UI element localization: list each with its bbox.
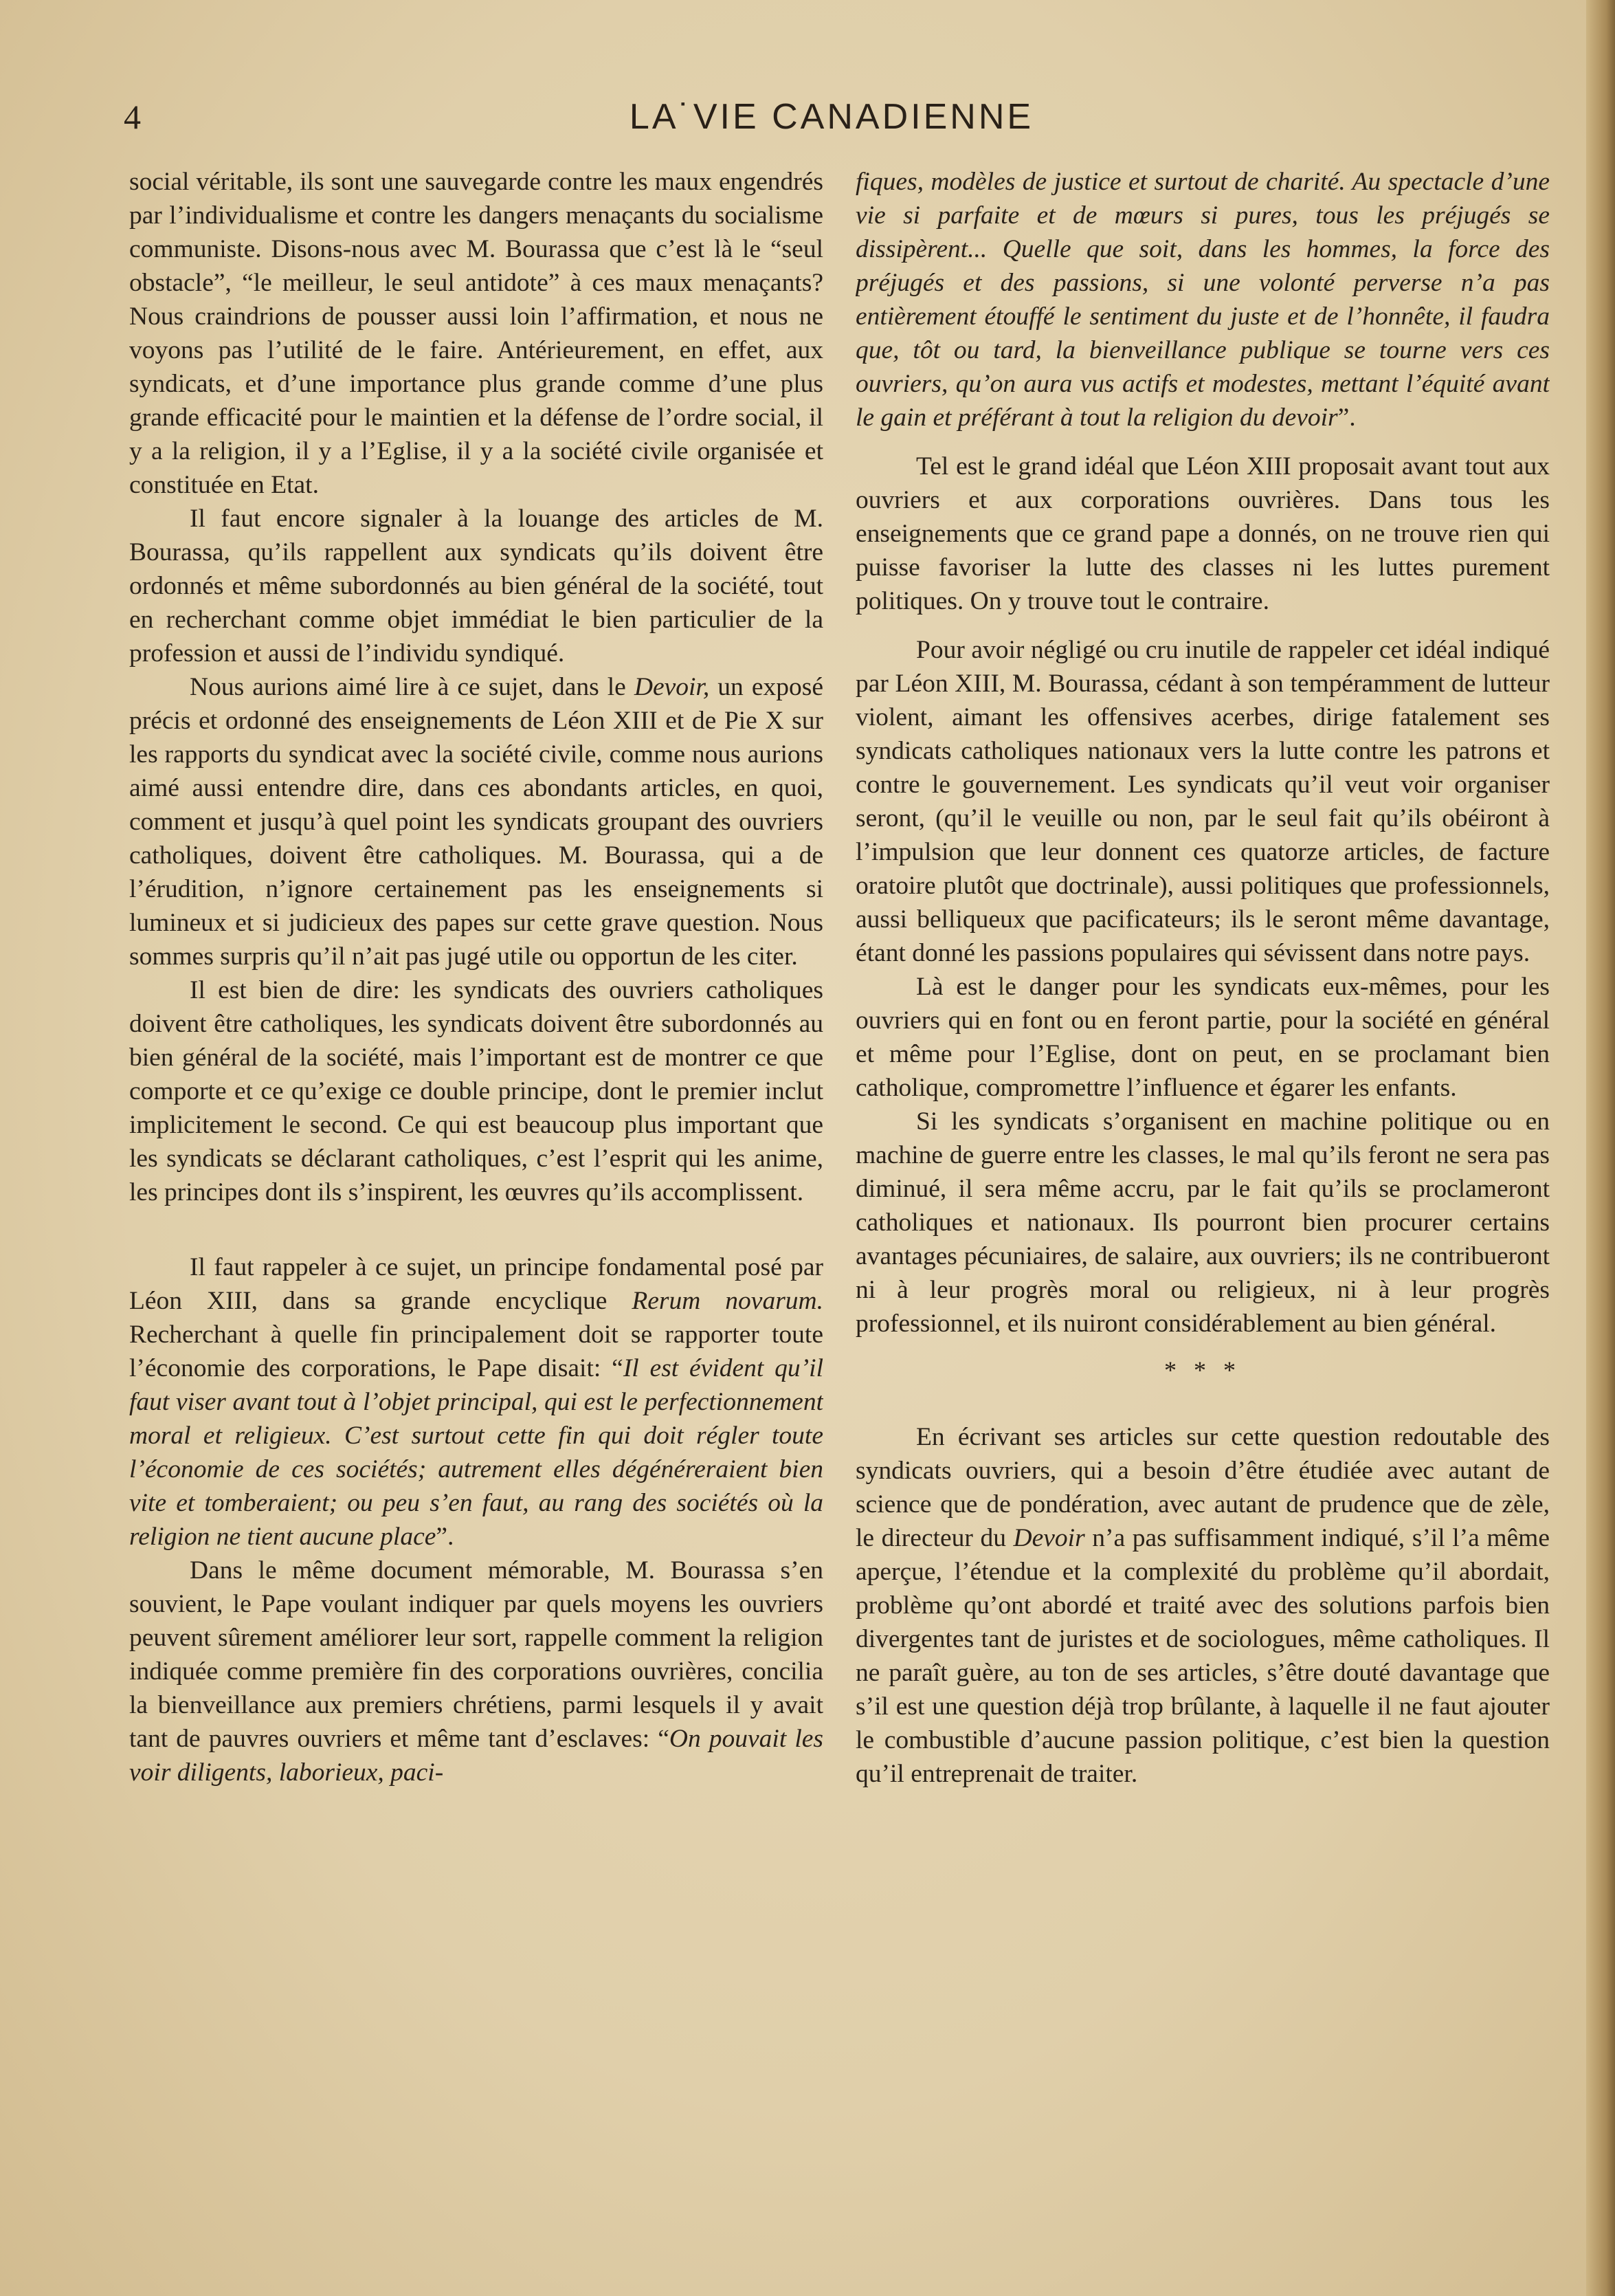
text-run: ”. xyxy=(436,1523,454,1551)
paragraph: Il est bien de dire: les syndicats des ouvriers catholiques doivent être catholiques, les syndicats doivent être subordonnés au bien général de la société, mais l’important est de montrer ce que comporte et ce qu’exige ce double principe, dont le premier inclut implicitement le second. Ce qui est beaucoup plus important que les syndicats se déclarant catholiques, c’est l’esprit qui les anime, les principes dont ils s’inspirent, les œuvres qu’ils accomplissent. xyxy=(129,976,823,1206)
text-run: Il faut rappeler à ce sujet, un principe fondamental posé par Léon XIII, dans sa grande encyclique xyxy=(129,1253,823,1315)
right-column xyxy=(856,165,1550,2227)
text-run: En écrivant ses articles sur cette question redoutable des syndicats ouvriers, qui a besoin d’être étudiée avec autant de science que de pondération, avec autant de prudence que de zèle, le directeur du xyxy=(856,1423,1550,1552)
left-column xyxy=(129,165,823,2227)
paragraph: Pour avoir négligé ou cru inutile de rappeler cet idéal indiqué par Léon XIII, M. Bourassa, cédant à son tempéramment de lutteur violent, aimant les offensives acerbes, dirige fatalement ses syndicats catholiques nationaux vers la lutte contre les patrons et contre le gouvernement. Les syndicats qu’il veut voir organiser seront, (qu’il le veuille ou non, par le seul fait qu’ils obéiront à l’impulsion que leur donnent ces quatorze articles, de facture oratoire plutôt que doctrinale), aussi politiques que professionnels, aussi belliqueux que pacificateurs; ils le seront même davantage, étant donné les passions populaires qui sévissent dans notre pays. xyxy=(856,636,1550,967)
quotation: fiques, modèles de justice et surtout de charité. Au spectacle d’une vie si parfaite et de mœurs si pures, tous les préjugés se dissipèrent... Quelle que soit, dans les hommes, la force des préjugés et des passions, si une volonté perverse n’a pas entièrement étouffé le sentiment du juste et de l’honnête, il faudra que, tôt ou tard, la bienveillance publique se tourne vers ces ouvriers, qu’on aura vus actifs et modestes, mettant l’équité avant le gain et préférant à tout la religion du devoir xyxy=(856,168,1550,432)
paragraph xyxy=(856,165,1550,434)
text-run: ”. xyxy=(1337,404,1356,432)
paragraph: Tel est le grand idéal que Léon XIII proposait avant tout aux ouvriers et aux corporations ouvrières. Dans tous les enseignements que ce grand pape a donnés, on ne trouve rien qui puisse favoriser la lutte des classes ni les luttes purement politiques. On y trouve tout le contraire. xyxy=(856,452,1550,615)
page-header xyxy=(124,89,1539,144)
running-title: LA˙VIE CANADIENNE xyxy=(629,97,1034,137)
devoir-title: Devoir, xyxy=(634,673,710,701)
text-run: n’a pas suffisamment indiqué, s’il l’a même aperçue, l’étendue et la complexité du problème qu’il abordait, problème qu’ont abordé et traité avec des solutions parfois bien divergentes tant de juristes et de sociologues, même catholiques. Il ne paraît guère, au ton de ses articles, s’être douté davantage que s’il est une question déjà trop brûlante, à laquelle il ne faut ajouter le combustible d’aucune passion politique, c’est bien la question qu’il entreprenait de traiter. xyxy=(856,1524,1550,1788)
quotation: On pouvait les voir diligents, laborieux, paci- xyxy=(129,1725,823,1787)
paragraph: Il faut encore signaler à la louange des articles de M. Bourassa, qu’ils rappellent aux syndicats qu’ils doivent être ordonnés et même subordonnés au bien général de la société, tout en recherchant comme objet immédiat le bien particulier de la profession et aussi de l’individu syndiqué. xyxy=(129,505,823,667)
encyclical-title: Rerum novarum. xyxy=(632,1287,823,1315)
paragraph xyxy=(129,1554,823,1789)
paragraph xyxy=(856,1420,1550,1791)
text-run: un exposé précis et ordonné des enseignements de Léon XIII et de Pie X sur les rapports du syndicat avec la société civile, comme nous aurions aimé aussi entendre dire, dans ces abondants articles, en quoi, comment et jusqu’à quel point les syndicats groupant des ouvriers catholiques, doivent être catholiques. M. Bourassa, qui a de l’érudition, n’ignore certainement pas les enseignements si lumineux et si judicieux des papes sur cette grave question. Nous sommes surpris qu’il n’ait pas jugé utile ou opportun de les citer. xyxy=(129,673,823,971)
quotation: Il est évident qu’il faut viser avant tout à l’objet principal, qui est le perfectionnement moral et religieux. C’est surtout cette fin qui doit régler toute l’économie de ces sociétés; autrement elles dégénéreraient bien vite et tomberaient; ou peu s’en faut, au rang des sociétés où la religion ne tient aucune place xyxy=(129,1354,823,1551)
text-run: Nous aurions aimé lire à ce sujet, dans le xyxy=(190,673,634,701)
paragraph: Si les syndicats s’organisent en machine politique ou en machine de guerre entre les classes, le mal qu’ils feront ne sera pas diminué, il sera même accru, par le fait qu’ils se proclameront catholiques et nationaux. Ils pourront bien procurer certains avantages pécuniaires, de salaire, aux ouvriers; ils ne contribueront ni à leur progrès moral ou religieux, ni à leur progrès professionnel, et ils nuiront considérablement au bien général. xyxy=(856,1107,1550,1338)
paragraph xyxy=(129,670,823,973)
paragraph: Là est le danger pour les syndicats eux-mêmes, pour les ouvriers qui en font ou en feront partie, pour la société en général et même pour l’Eglise, dont on peut, en se proclamant bien catholique, compromettre l’influence et égarer les enfants. xyxy=(856,973,1550,1102)
page-edge xyxy=(1586,0,1615,2296)
paragraph: social véritable, ils sont une sauvegarde contre les maux engendrés par l’individualisme et contre les dangers menaçants du socialisme communiste. Disons-nous avec M. Bourassa que c’est là le “seul obstacle”, “le meilleur, le seul antidote” à ces maux menaçants? Nous craindrions de pousser aussi loin l’affirmation, et nous ne voyons pas l’utilité de le faire. Antérieurement, en effet, aux syndicats, et d’une importance plus grande comme d’une plus grande efficacité pour le maintien et la défense de l’ordre social, il y a la religion, il y a l’Eglise, il y a la société civile organisée et constituée en Etat. xyxy=(129,168,823,499)
devoir-title: Devoir xyxy=(1013,1524,1085,1552)
text-run: Dans le même document mémorable, M. Bourassa s’en souvient, le Pape voulant indiquer par quels moyens les ouvriers peuvent sûrement améliorer leur sort, rappelle comment la religion indiquée comme première fin des corporations ouvrières, concilia la bienveillance aux premiers chrétiens, parmi lesquels il y avait tant de pauvres ouvriers et même tant d’esclaves: “ xyxy=(129,1556,823,1753)
paragraph xyxy=(129,1250,823,1554)
text-run: Recherchant à quelle fin principalement doit se rapporter toute l’économie des corporations, le Pape disait: “ xyxy=(129,1321,823,1382)
section-separator: * * * xyxy=(1164,1356,1241,1384)
page-number: 4 xyxy=(124,98,141,136)
